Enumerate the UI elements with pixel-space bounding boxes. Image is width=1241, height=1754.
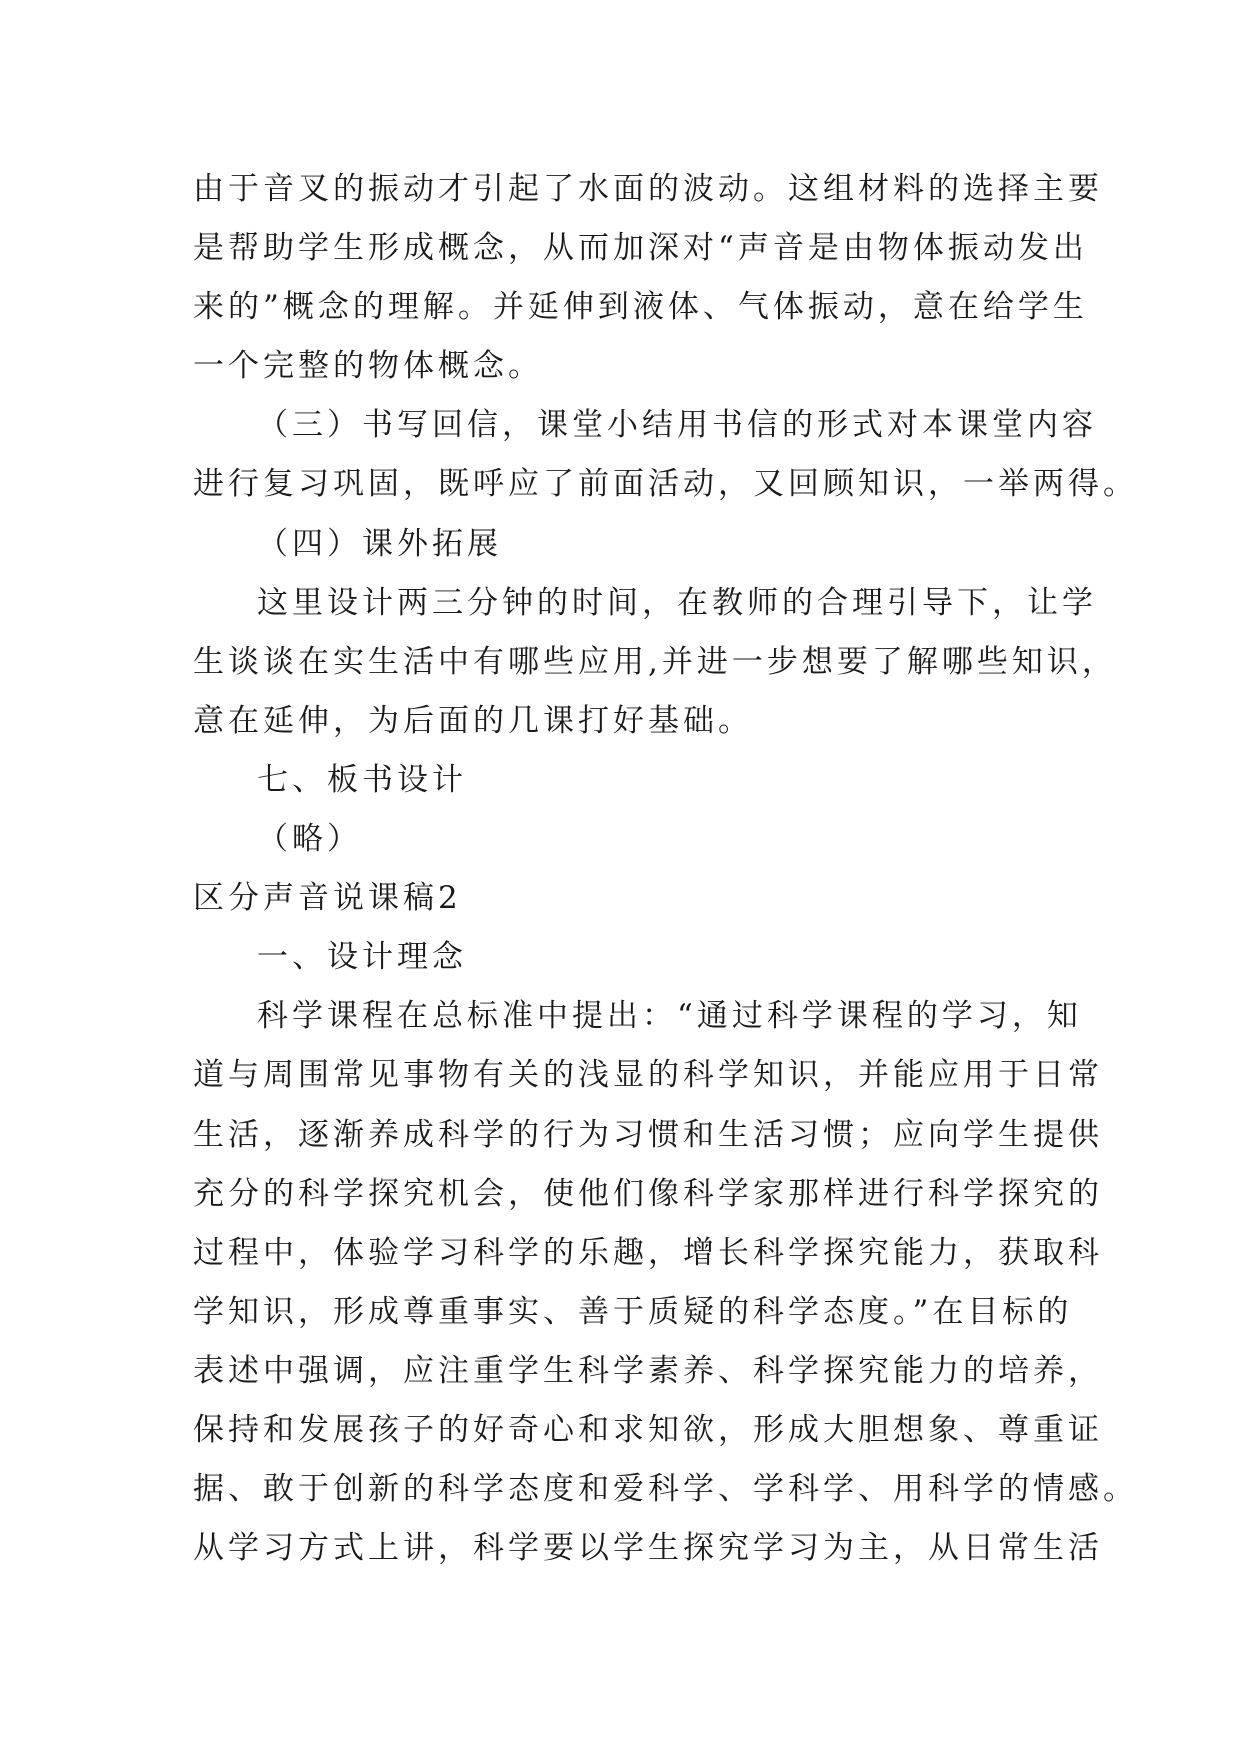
paragraph-line: 据、敢于创新的科学态度和爱科学、学科学、用科学的情感。	[193, 1471, 1138, 1508]
paragraph-line: 从学习方式上讲，科学要以学生探究学习为主，从日常生活	[193, 1530, 1103, 1567]
paragraph-line: （略）	[257, 821, 362, 858]
section-heading-4: （四）课外拓展	[257, 525, 502, 562]
paragraph-line: 过程中，体验学习科学的乐趣，增长科学探究能力，获取科	[193, 1234, 1103, 1271]
section-heading-design-concept: 一、设计理念	[257, 939, 467, 976]
document-title: 区分声音说课稿2	[193, 880, 462, 917]
paragraph-line: 表述中强调，应注重学生科学素养、科学探究能力的培养，	[193, 1352, 1103, 1389]
document-body	[193, 160, 1138, 1578]
paragraph-line: 进行复习巩固，既呼应了前面活动，又回顾知识，一举两得。	[193, 466, 1138, 503]
paragraph-line: 意在延伸，为后面的几课打好基础。	[193, 702, 753, 739]
paragraph-line: 一个完整的物体概念。	[193, 348, 543, 385]
paragraph-line: 是帮助学生形成概念，从而加深对“声音是由物体振动发出	[193, 230, 1088, 267]
paragraph-line: 科学课程在总标准中提出：“通过科学课程的学习，知	[257, 998, 1082, 1035]
paragraph-line: 充分的科学探究机会，使他们像科学家那样进行科学探究的	[193, 1175, 1103, 1212]
paragraph-line: 道与周围常见事物有关的浅显的科学知识，并能应用于日常	[193, 1057, 1103, 1094]
paragraph-line: 由于音叉的振动才引起了水面的波动。这组材料的选择主要	[193, 171, 1103, 207]
paragraph-line: 来的”概念的理解。并延伸到液体、气体振动，意在给学生	[193, 289, 1088, 326]
paragraph-line: 保持和发展孩子的好奇心和求知欲，形成大胆想象、尊重证	[193, 1411, 1103, 1448]
section-heading-board-design: 七、板书设计	[257, 761, 467, 798]
paragraph-line: 学知识，形成尊重事实、善于质疑的科学态度。”在目标的	[193, 1293, 1073, 1330]
paragraph-line: 这里设计两三分钟的时间，在教师的合理引导下，让学	[257, 584, 1097, 621]
paragraph-line: 生谈谈在实生活中有哪些应用,并进一步想要了解哪些知识，	[193, 643, 1117, 680]
paragraph-line: 生活，逐渐养成科学的行为习惯和生活习惯；应向学生提供	[193, 1116, 1103, 1153]
section-heading-3: （三）书写回信，课堂小结用书信的形式对本课堂内容	[257, 407, 1097, 444]
